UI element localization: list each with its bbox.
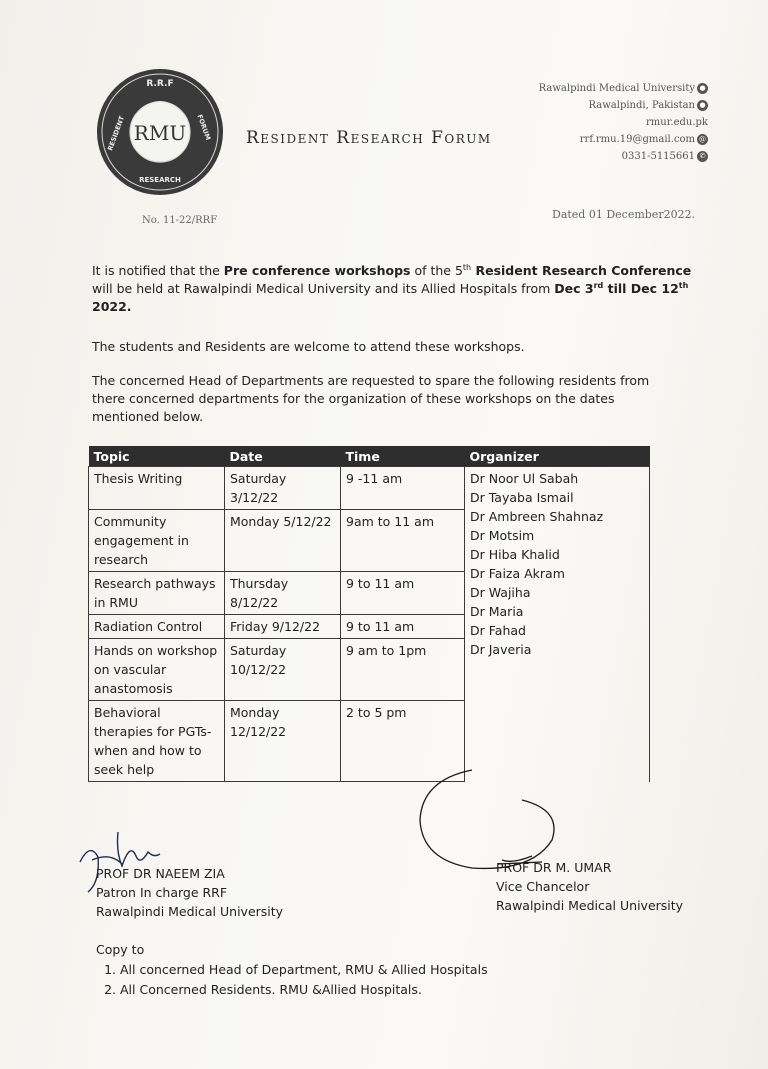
organizer-item: Dr Maria: [470, 604, 524, 619]
contact-email[interactable]: rrf.rmu.19@gmail.com @: [579, 134, 706, 145]
time-cell: 9 to 11 am: [341, 572, 465, 615]
contact-website[interactable]: rmur.edu.pk: [646, 117, 708, 128]
organizer-item: Dr Faiza Akram: [470, 566, 565, 581]
location-icon: ●: [697, 83, 708, 94]
header-organizer: Organizer: [465, 446, 650, 467]
notice-paragraph: It is notified that the Pre conference workshops of the 5th Resident Research Conference will be held at Rawalpindi Medical University and its Allied Hospitals from Dec 3rd till Dec 12th 2022.: [92, 262, 692, 314]
signatory-right: [496, 858, 683, 915]
date-cell: Monday 12/12/22: [225, 701, 341, 782]
signatory-left-role: Patron In charge RRF: [96, 885, 228, 900]
logo-left-text: RESIDENT: [106, 114, 127, 152]
table-header-row: [89, 446, 650, 467]
header-date: Date: [225, 446, 341, 467]
contact-phone: 0331-5115661 ✆: [539, 148, 708, 165]
topic-cell: Radiation Control: [89, 615, 225, 639]
contact-block: [539, 80, 708, 165]
logo-center-text: RMU: [133, 121, 187, 145]
time-cell: 9am to 11 am: [341, 510, 465, 572]
organizer-item: Dr Noor Ul Sabah: [470, 471, 579, 486]
time-cell: 2 to 5 pm: [341, 701, 465, 782]
organizer-item: Dr Motsim: [470, 528, 535, 543]
date-cell: Thursday 8/12/22: [225, 572, 341, 615]
organizer-item: Dr Wajiha: [470, 585, 531, 600]
organizer-item: Dr Hiba Khalid: [470, 547, 560, 562]
time-cell: 9 am to 1pm: [341, 639, 465, 701]
topic-cell: Behavioral therapies for PGTs- when and how to seek help: [89, 701, 225, 782]
organizer-item: Dr Ambreen Shahnaz: [470, 509, 604, 524]
contact-city: Rawalpindi, Pakistan ●: [539, 97, 708, 114]
copy-to-item: 2. All Concerned Residents. RMU &Allied Hospitals.: [120, 980, 488, 1000]
signatory-left-name: PROF DR NAEEM ZIA: [96, 866, 225, 881]
time-cell: 9 to 11 am: [341, 615, 465, 639]
globe-icon: ●: [697, 100, 708, 111]
signatory-right-name: PROF DR M. UMAR: [496, 860, 612, 875]
time-cell: 9 -11 am: [341, 467, 465, 510]
date-cell: Friday 9/12/22: [225, 615, 341, 639]
signatory-left-org: Rawalpindi Medical University: [96, 904, 284, 919]
organizer-item: Dr Fahad: [470, 623, 526, 638]
topic-cell: Community engagement in research: [89, 510, 225, 572]
topic-cell: Thesis Writing: [89, 467, 225, 510]
logo-bottom-text: RESEARCH: [139, 176, 181, 184]
phone-icon: ✆: [697, 151, 708, 162]
header-topic: Topic: [89, 446, 225, 467]
reference-number: No. 11-22/RRF: [142, 215, 218, 226]
forum-title: Resident Research Forum: [246, 128, 492, 148]
date-cell: Saturday 3/12/22: [225, 467, 341, 510]
signatory-right-role: Vice Chancelor: [496, 879, 590, 894]
date-line: Dated 01 December2022.: [552, 208, 696, 221]
organizer-item: Dr Javeria: [470, 642, 532, 657]
copy-to-label: Copy to: [96, 942, 145, 957]
rrf-logo: [96, 68, 224, 196]
email-icon: @: [699, 135, 706, 143]
workshop-table: [88, 446, 650, 782]
date-cell: Monday 5/12/22: [225, 510, 341, 572]
contact-address: Rawalpindi Medical University ●: [539, 80, 708, 97]
date-cell: Saturday 10/12/22: [225, 639, 341, 701]
organizer-item: Dr Tayaba Ismail: [470, 490, 574, 505]
welcome-paragraph: The students and Residents are welcome to attend these workshops.: [92, 339, 525, 354]
logo-right-text: FORUM: [195, 113, 213, 142]
header-time: Time: [341, 446, 465, 467]
request-paragraph: The concerned Head of Departments are requested to spare the following residents from there concerned departments for the organization of these workshops on the dates mentioned below.: [92, 373, 650, 424]
signatory-left: [96, 864, 283, 921]
organizer-list: [465, 467, 650, 782]
copy-to-block: [96, 940, 488, 1000]
table-row: [89, 467, 650, 510]
topic-cell: Research pathways in RMU: [89, 572, 225, 615]
copy-to-item: 1. All concerned Head of Department, RMU & Allied Hospitals: [120, 960, 488, 980]
signatory-right-org: Rawalpindi Medical University: [496, 898, 684, 913]
logo-top-text: R.R.F: [146, 79, 174, 89]
topic-cell: Hands on workshop on vascular anastomosis: [89, 639, 225, 701]
